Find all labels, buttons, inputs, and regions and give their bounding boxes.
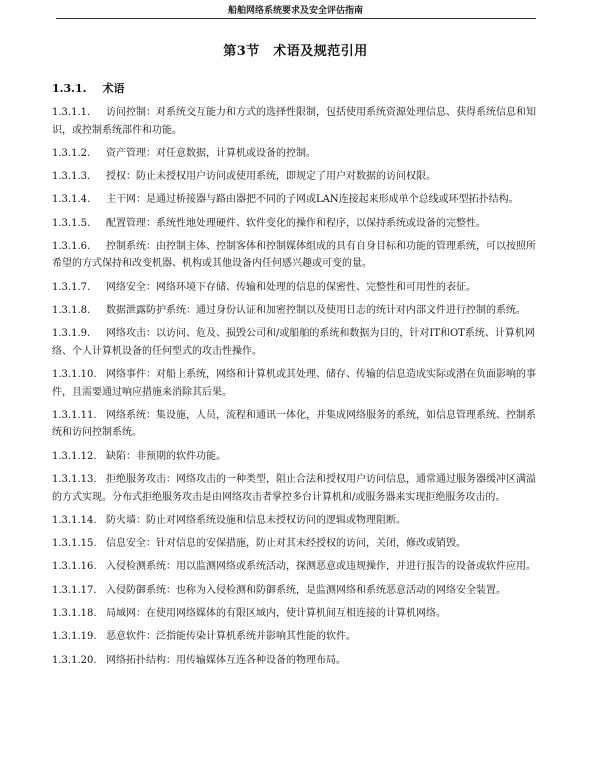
term-item bbox=[52, 168, 538, 186]
term-text: 主干网：是通过桥接器与路由器把不同的子网或LAN连接起来形成单个总线或环型拓扑结构。 bbox=[106, 194, 519, 206]
term-text: 网络安全：网络环境下存储、传输和处理的信息的保密性、完整性和可用性的表征。 bbox=[106, 281, 476, 293]
term-number: 1.3.1.17. bbox=[52, 584, 97, 596]
term-number: 1.3.1.3. bbox=[52, 171, 91, 183]
term-item bbox=[52, 652, 538, 670]
term-text: 授权：防止未授权用户访问或使用系统，即规定了用户对数据的访问权限。 bbox=[106, 171, 436, 183]
term-number: 1.3.1.2. bbox=[52, 147, 91, 159]
term-number: 1.3.1.6. bbox=[52, 240, 91, 252]
term-number: 1.3.1.1. bbox=[52, 107, 91, 118]
term-text: 入侵检测系统：用以监测网络或系统活动，探测恶意或违规操作，并进行报告的设备或软件应用。 bbox=[106, 561, 536, 573]
term-number: 1.3.1.19. bbox=[52, 631, 97, 643]
term-text: 网络攻击：以访问、危及、损毁公司和/或船舶的系统和数据为目的，针对IT和OT系统、计算机网络、个人计算机设备的任何型式的攻击性操作。 bbox=[52, 328, 535, 357]
term-text: 防火墙：防止对网络系统设施和信息未授权访问的逻辑或物理阻断。 bbox=[106, 514, 406, 526]
term-number: 1.3.1.13. bbox=[52, 474, 97, 486]
term-item bbox=[52, 512, 538, 530]
term-item bbox=[52, 279, 538, 297]
subsection-title: 术语 bbox=[102, 82, 125, 95]
subsection-heading bbox=[52, 82, 124, 96]
term-text: 拒绝服务攻击：网络攻击的一种类型，阻止合法和授权用户访问信息，通常通过服务器缓冲区满溢的方式实现。分布式拒绝服务攻击是由网络攻击者掌控多台计算机和/或服务器来实现拒绝服务攻击的。 bbox=[52, 474, 536, 503]
term-item bbox=[52, 215, 538, 233]
term-text: 网络拓扑结构：用传输媒体互连各种设备的物理布局。 bbox=[106, 654, 346, 666]
term-item bbox=[52, 628, 538, 646]
term-text: 恶意软件：泛指能传染计算机系统并影响其性能的软件。 bbox=[106, 631, 356, 643]
term-number: 1.3.1.4. bbox=[52, 194, 91, 206]
term-text: 网络事件：对船上系统，网络和计算机或其处理、储存、传输的信息造成实际或潜在负面影响的事件，且需要通过响应措施来消除其后果。 bbox=[52, 369, 536, 398]
term-item bbox=[52, 582, 538, 600]
term-item bbox=[52, 366, 538, 401]
term-item bbox=[52, 191, 538, 209]
terms-list bbox=[52, 104, 538, 675]
term-text: 局域网：在使用网络媒体的有限区域内，使计算机间互相连接的计算机网络。 bbox=[106, 608, 446, 620]
term-text: 资产管理：对任意数据，计算机或设备的控制。 bbox=[106, 147, 316, 159]
term-text: 数据泄露防护系统：通过身份认证和加密控制以及使用日志的统计对内部文件进行控制的系统。 bbox=[106, 305, 526, 317]
term-item bbox=[52, 238, 538, 273]
term-text: 配置管理：系统性地处理硬件、软件变化的操作和程序，以保持系统或设备的完整性。 bbox=[106, 217, 486, 229]
term-number: 1.3.1.20. bbox=[52, 654, 97, 666]
term-item bbox=[52, 558, 538, 576]
term-item bbox=[52, 471, 538, 506]
term-item bbox=[52, 535, 538, 553]
term-number: 1.3.1.9. bbox=[52, 328, 91, 340]
term-text: 入侵防御系统：也称为入侵检测和防御系统，是监测网络和系统恶意活动的网络安全装置。 bbox=[106, 584, 506, 596]
term-item bbox=[52, 104, 538, 139]
term-number: 1.3.1.8. bbox=[52, 305, 91, 317]
term-number: 1.3.1.12. bbox=[52, 450, 97, 462]
term-number: 1.3.1.5. bbox=[52, 217, 91, 229]
header-rule bbox=[56, 18, 536, 19]
term-number: 1.3.1.10. bbox=[52, 369, 97, 381]
term-item bbox=[52, 302, 538, 320]
term-text: 网络系统：集设施，人员，流程和通讯一体化，并集成网络服务的系统，如信息管理系统、控制系统和访问控制系统。 bbox=[52, 409, 536, 439]
term-text: 控制系统：由控制主体、控制客体和控制媒体组成的具有自身目标和功能的管理系统，可以按照所希望的方式保持和改变机器、机构或其他设备内任何感兴趣或可变的量。 bbox=[52, 240, 536, 270]
term-number: 1.3.1.7. bbox=[52, 281, 91, 293]
term-text: 缺陷：非预期的软件功能。 bbox=[106, 450, 226, 462]
term-number: 1.3.1.16. bbox=[52, 561, 97, 573]
term-item bbox=[52, 145, 538, 163]
running-header: 船舶网络系统要求及安全评估指南 bbox=[227, 6, 363, 16]
term-number: 1.3.1.15. bbox=[52, 538, 97, 550]
term-item bbox=[52, 325, 538, 360]
term-number: 1.3.1.11. bbox=[52, 409, 97, 421]
term-item bbox=[52, 407, 538, 442]
term-item bbox=[52, 605, 538, 623]
subsection-number: 1.3.1. bbox=[52, 82, 87, 95]
term-number: 1.3.1.14. bbox=[52, 514, 97, 526]
term-item bbox=[52, 448, 538, 466]
term-text: 访问控制：对系统交互能力和方式的选择性限制，包括使用系统资源处理信息、获得系统信息和知识，或控制系统部件和功能。 bbox=[52, 107, 536, 136]
section-title: 第3节 术语及规范引用 bbox=[223, 44, 368, 59]
term-number: 1.3.1.18. bbox=[52, 608, 97, 620]
term-text: 信息安全：针对信息的安保措施，防止对其未经授权的访问，关闭，修改或销毁。 bbox=[106, 538, 466, 550]
